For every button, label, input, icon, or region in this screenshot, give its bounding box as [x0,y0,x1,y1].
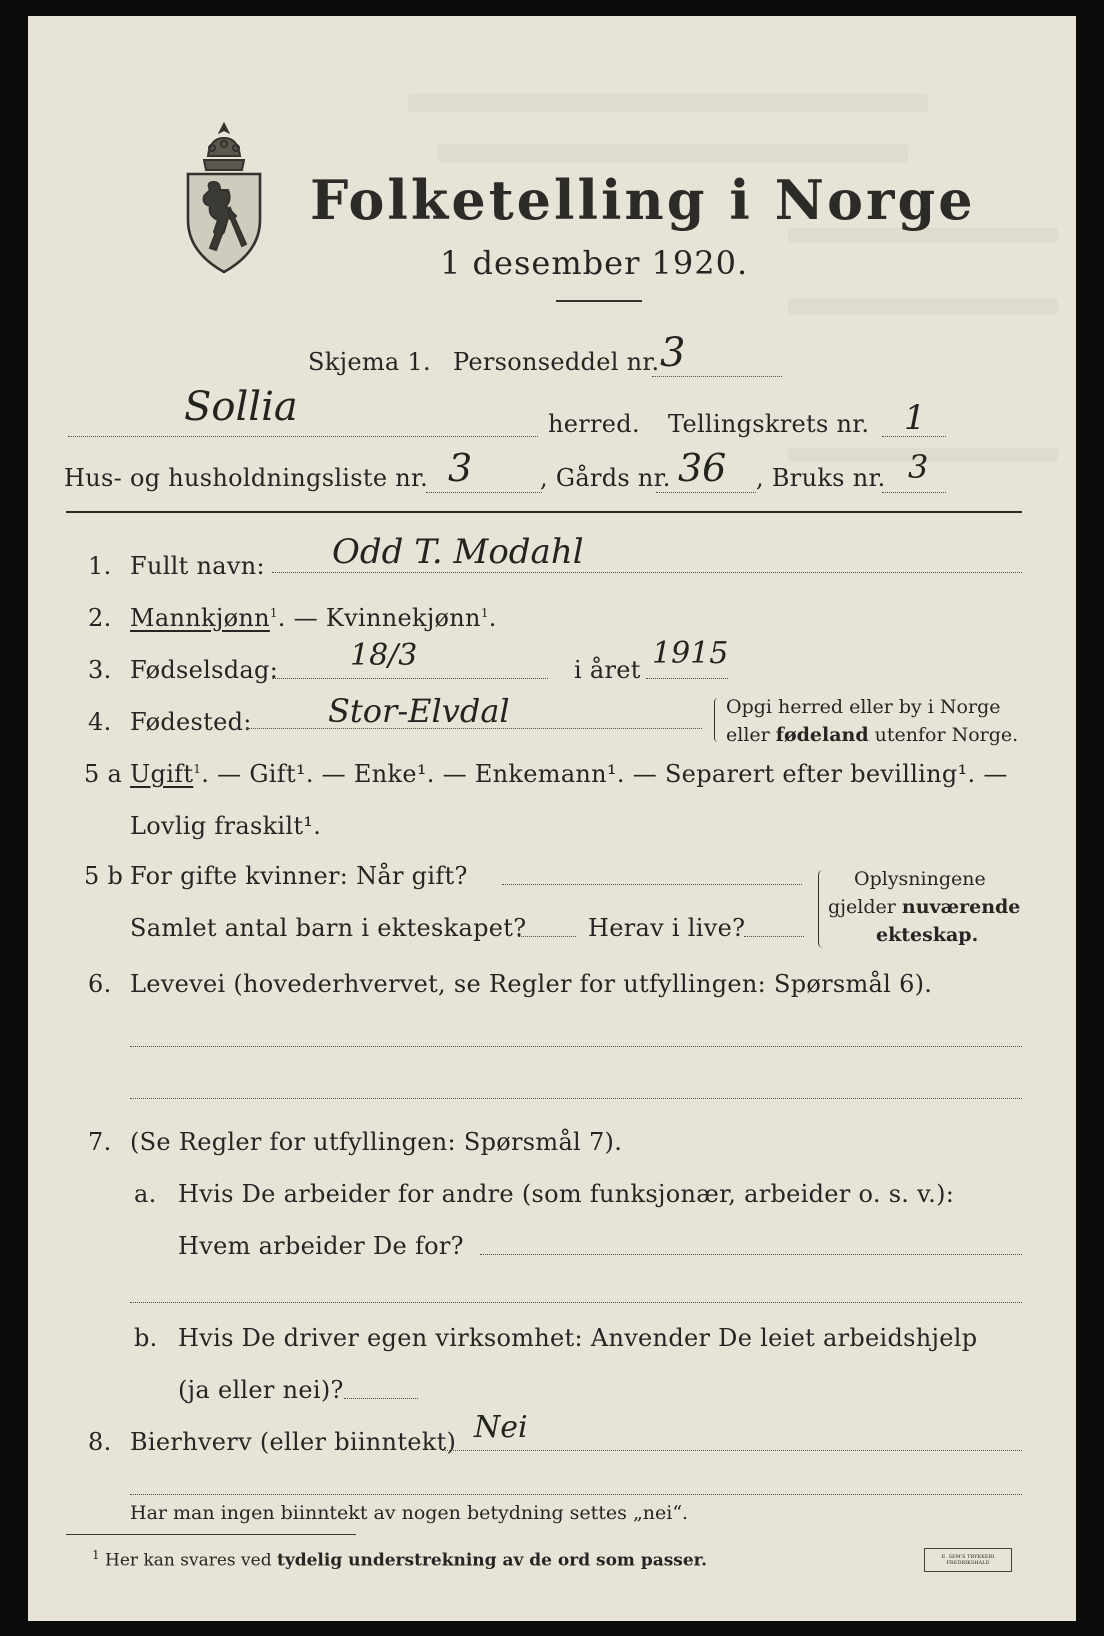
gards-field [656,492,756,493]
q3-number: 3. [88,656,112,684]
herred-value: Sollia [184,384,298,430]
q5b-children-label: Samlet antal barn i ekteskapet? [130,914,527,942]
q4-number: 4. [88,708,112,736]
children-field [518,936,576,937]
q7a-line1: Hvis De arbeider for andre (som funksjonær, arbeider o. s. v.): [178,1180,955,1208]
q5a-marital-row: Ugift$^1$. — Gift¹. — Enke¹. — Enkemann¹. — Separert efter bevilling¹. — [130,760,1008,788]
q2-number: 2. [88,604,112,632]
tellingskrets-label: Tellingskrets nr. [668,410,870,438]
q5b-alive-label: Herav i live? [588,914,746,942]
tellingskrets-value: 1 [904,398,926,438]
full-name-value: Odd T. Modahl [332,532,584,572]
herred-label: herred. [548,410,640,438]
title-rule [556,300,642,302]
q7-label: (Se Regler for utfyllingen: Spørsmål 7). [130,1128,623,1156]
gender-separator: . — [277,604,326,632]
married-when-field [502,884,802,885]
q7b-line2: (ja eller nei)? [178,1376,344,1404]
form-title: Folketelling i Norge [310,168,976,232]
employer-field-1 [480,1254,1022,1255]
full-name-field [272,572,1022,573]
birthday-value: 18/3 [350,638,418,673]
employer-field-2 [130,1302,1022,1303]
bleed-through-text [408,94,928,112]
q7b-letter: b. [134,1324,158,1352]
q3-year-label: i året [574,656,641,684]
gender-male-option: Mannkjønn [130,604,270,632]
birthday-field [272,678,548,679]
personseddel-field [652,376,782,377]
norwegian-lion-coat-of-arms-icon [180,120,268,280]
husholdningsliste-value: 3 [448,446,473,490]
q3-label: Fødselsdag: [130,656,279,684]
footnote-rule [66,1534,356,1535]
marital-other-options: . — Gift¹. — Enke¹. — Enkemann¹. — Separert efter bevilling¹. — [201,760,1008,788]
q1-label: Fullt navn: [130,552,265,580]
birthplace-value: Stor-Elvdal [328,692,510,730]
q5a-line2: Lovlig fraskilt¹. [130,812,322,840]
footnote: $^1$ Her kan svares ved tydelig understrekning av de ord som passer. [92,1548,707,1571]
bleed-through-text [438,144,908,162]
q2-gender-row: Mannkjønn$^1$. — Kvinnekjønn$^1$. [130,604,497,632]
q8-number: 8. [88,1428,112,1456]
husholdningsliste-field [426,492,542,493]
birthplace-note-1: Opgi herred eller by i Norge [726,696,1001,718]
q8-label: Bierhverv (eller biinntekt) [130,1428,457,1456]
bruks-label: , Bruks nr. [756,464,886,492]
q6-number: 6. [88,970,112,998]
secondary-income-value: Nei [474,1410,528,1445]
note-brace [818,870,825,948]
bruks-field [882,492,946,493]
q7a-line2: Hvem arbeider De for? [178,1232,464,1260]
census-date: 1 desember 1920. [440,244,749,282]
birth-year-field [646,678,728,679]
skjema-label: Skjema 1. [308,348,431,376]
bruks-value: 3 [908,448,929,486]
gards-value: 36 [678,446,727,490]
herred-field [68,436,538,437]
gards-label: , Gårds nr. [540,464,671,492]
personseddel-label: Personseddel nr. [453,348,660,376]
gender-female-option: Kvinnekjønn [325,604,481,632]
secondary-income-field [442,1450,1022,1451]
husholdningsliste-label: Hus- og husholdningsliste nr. [64,464,429,492]
marital-unmarried-option: Ugift [130,760,194,788]
note-brace [714,698,721,742]
birth-year-value: 1915 [652,636,729,671]
q7a-letter: a. [134,1180,157,1208]
secondary-income-field-2 [130,1494,1022,1495]
personseddel-value: 3 [660,330,686,376]
occupation-field-1 [130,1046,1022,1047]
q7b-line1: Hvis De driver egen virksomhet: Anvender De leiet arbeidshjelp [178,1324,978,1352]
nei-instruction: Har man ingen biinntekt av nogen betydning settes „nei“. [130,1502,689,1524]
header-divider [66,511,1022,513]
hired-help-field [344,1398,418,1399]
occupation-field-2 [130,1098,1022,1099]
birthplace-note-2: eller fødeland utenfor Norge. [726,724,1019,746]
q7-number: 7. [88,1128,112,1156]
marriage-note-1: Oplysningene [854,868,986,890]
q1-number: 1. [88,552,112,580]
bleed-through-text [788,298,1058,314]
q6-label: Levevei (hovederhvervet, se Regler for utfyllingen: Spørsmål 6). [130,970,933,998]
alive-field [744,936,804,937]
q5b-number: 5 b [84,862,124,890]
census-form-page [28,16,1076,1621]
q5b-label: For gifte kvinner: Når gift? [130,862,468,890]
marriage-note-2: gjelder nuværende [828,896,1021,918]
q5a-number: 5 a [84,760,123,788]
marriage-note-3: ekteskap. [876,924,979,946]
printer-stamp: E. SEM'S TRYKKERI FREDRIKSHALD [924,1548,1012,1572]
q4-label: Fødested: [130,708,252,736]
